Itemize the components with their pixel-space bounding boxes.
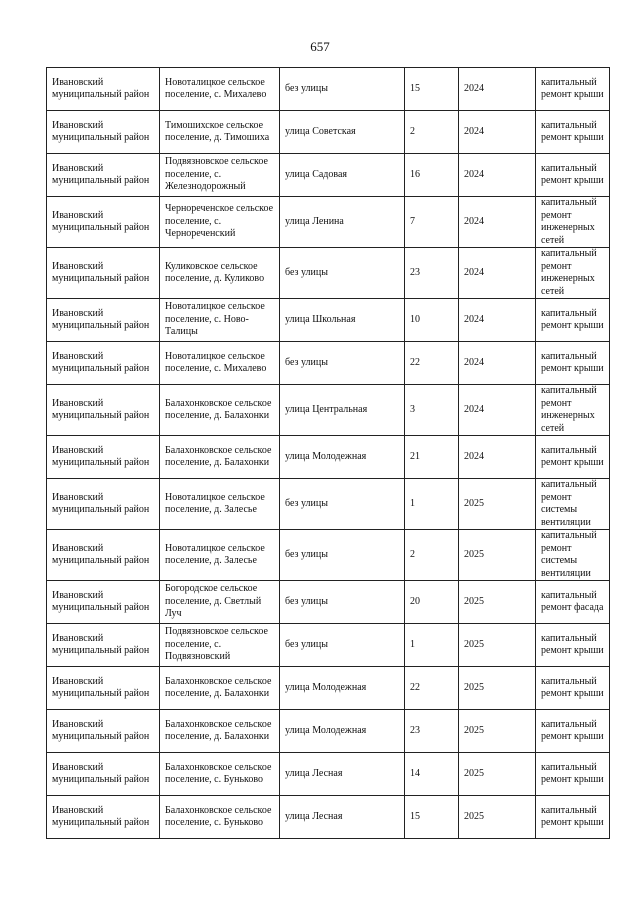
- table-row: [47, 624, 610, 667]
- settlement-cell: Новоталицкое сельское поселение, с. Ново-Талицы: [160, 299, 280, 342]
- settlement-cell: Новоталицкое сельское поселение, д. Залесье: [160, 530, 280, 581]
- work-type-cell: капитальный ремонт крыши: [536, 111, 610, 154]
- district-cell: Ивановский муниципальный район: [47, 111, 160, 154]
- settlement-cell: Балахонковское сельское поселение, с. Буньково: [160, 796, 280, 839]
- housing-repair-table: [46, 67, 610, 839]
- year-cell: 2025: [459, 581, 536, 624]
- district-cell: Ивановский муниципальный район: [47, 299, 160, 342]
- district-cell: Ивановский муниципальный район: [47, 530, 160, 581]
- house-number-cell: 22: [405, 342, 459, 385]
- house-number-cell: 16: [405, 154, 459, 197]
- year-cell: 2024: [459, 154, 536, 197]
- district-cell: Ивановский муниципальный район: [47, 624, 160, 667]
- street-cell: без улицы: [280, 581, 405, 624]
- settlement-cell: Богородское сельское поселение, д. Светлый Луч: [160, 581, 280, 624]
- settlement-cell: Тимошихское сельское поселение, д. Тимошиха: [160, 111, 280, 154]
- table-row: [47, 111, 610, 154]
- house-number-cell: 14: [405, 753, 459, 796]
- year-cell: 2024: [459, 68, 536, 111]
- year-cell: 2024: [459, 436, 536, 479]
- district-cell: Ивановский муниципальный район: [47, 248, 160, 299]
- settlement-cell: Балахонковское сельское поселение, с. Буньково: [160, 753, 280, 796]
- house-number-cell: 1: [405, 624, 459, 667]
- street-cell: улица Советская: [280, 111, 405, 154]
- house-number-cell: 2: [405, 530, 459, 581]
- street-cell: улица Молодежная: [280, 436, 405, 479]
- work-type-cell: капитальный ремонт крыши: [536, 68, 610, 111]
- house-number-cell: 23: [405, 248, 459, 299]
- work-type-cell: капитальный ремонт крыши: [536, 710, 610, 753]
- year-cell: 2024: [459, 111, 536, 154]
- district-cell: Ивановский муниципальный район: [47, 581, 160, 624]
- street-cell: улица Школьная: [280, 299, 405, 342]
- settlement-cell: Новоталицкое сельское поселение, с. Михалево: [160, 68, 280, 111]
- district-cell: Ивановский муниципальный район: [47, 436, 160, 479]
- table-row: [47, 479, 610, 530]
- work-type-cell: капитальный ремонт системы вентиляции: [536, 530, 610, 581]
- street-cell: улица Лесная: [280, 753, 405, 796]
- street-cell: без улицы: [280, 342, 405, 385]
- work-type-cell: капитальный ремонт крыши: [536, 299, 610, 342]
- street-cell: улица Молодежная: [280, 667, 405, 710]
- table-row: [47, 436, 610, 479]
- district-cell: Ивановский муниципальный район: [47, 753, 160, 796]
- district-cell: Ивановский муниципальный район: [47, 154, 160, 197]
- table-row: [47, 753, 610, 796]
- table-row: [47, 342, 610, 385]
- settlement-cell: Чернореченское сельское поселение, с. Чернореченский: [160, 197, 280, 248]
- table-row: [47, 385, 610, 436]
- house-number-cell: 22: [405, 667, 459, 710]
- street-cell: улица Ленина: [280, 197, 405, 248]
- work-type-cell: капитальный ремонт крыши: [536, 342, 610, 385]
- district-cell: Ивановский муниципальный район: [47, 68, 160, 111]
- year-cell: 2024: [459, 342, 536, 385]
- work-type-cell: капитальный ремонт инженерных сетей: [536, 197, 610, 248]
- table-row: [47, 248, 610, 299]
- work-type-cell: капитальный ремонт крыши: [536, 154, 610, 197]
- house-number-cell: 1: [405, 479, 459, 530]
- street-cell: улица Лесная: [280, 796, 405, 839]
- street-cell: без улицы: [280, 530, 405, 581]
- work-type-cell: капитальный ремонт крыши: [536, 436, 610, 479]
- work-type-cell: капитальный ремонт инженерных сетей: [536, 385, 610, 436]
- year-cell: 2025: [459, 624, 536, 667]
- district-cell: Ивановский муниципальный район: [47, 710, 160, 753]
- settlement-cell: Новоталицкое сельское поселение, д. Залесье: [160, 479, 280, 530]
- street-cell: без улицы: [280, 624, 405, 667]
- year-cell: 2024: [459, 248, 536, 299]
- house-number-cell: 15: [405, 68, 459, 111]
- year-cell: 2025: [459, 530, 536, 581]
- settlement-cell: Балахонковское сельское поселение, д. Балахонки: [160, 385, 280, 436]
- street-cell: улица Центральная: [280, 385, 405, 436]
- year-cell: 2025: [459, 667, 536, 710]
- year-cell: 2024: [459, 197, 536, 248]
- house-number-cell: 3: [405, 385, 459, 436]
- settlement-cell: Подвязновское сельское поселение, с. Подвязновский: [160, 624, 280, 667]
- street-cell: без улицы: [280, 68, 405, 111]
- house-number-cell: 10: [405, 299, 459, 342]
- table-row: [47, 154, 610, 197]
- street-cell: без улицы: [280, 248, 405, 299]
- settlement-cell: Куликовское сельское поселение, д. Куликово: [160, 248, 280, 299]
- work-type-cell: капитальный ремонт крыши: [536, 624, 610, 667]
- house-number-cell: 23: [405, 710, 459, 753]
- district-cell: Ивановский муниципальный район: [47, 385, 160, 436]
- page-number: 657: [310, 39, 330, 54]
- district-cell: Ивановский муниципальный район: [47, 342, 160, 385]
- district-cell: Ивановский муниципальный район: [47, 667, 160, 710]
- settlement-cell: Балахонковское сельское поселение, д. Балахонки: [160, 710, 280, 753]
- work-type-cell: капитальный ремонт крыши: [536, 667, 610, 710]
- year-cell: 2024: [459, 385, 536, 436]
- table-row: [47, 299, 610, 342]
- street-cell: улица Садовая: [280, 154, 405, 197]
- year-cell: 2024: [459, 299, 536, 342]
- settlement-cell: Балахонковское сельское поселение, д. Балахонки: [160, 667, 280, 710]
- table-row: [47, 710, 610, 753]
- work-type-cell: капитальный ремонт системы вентиляции: [536, 479, 610, 530]
- work-type-cell: капитальный ремонт крыши: [536, 753, 610, 796]
- table-row: [47, 581, 610, 624]
- house-number-cell: 7: [405, 197, 459, 248]
- district-cell: Ивановский муниципальный район: [47, 479, 160, 530]
- year-cell: 2025: [459, 479, 536, 530]
- work-type-cell: капитальный ремонт крыши: [536, 796, 610, 839]
- settlement-cell: Новоталицкое сельское поселение, с. Михалево: [160, 342, 280, 385]
- year-cell: 2025: [459, 796, 536, 839]
- table-row: [47, 68, 610, 111]
- settlement-cell: Подвязновское сельское поселение, с. Железнодорожный: [160, 154, 280, 197]
- table-row: [47, 197, 610, 248]
- house-number-cell: 2: [405, 111, 459, 154]
- year-cell: 2025: [459, 710, 536, 753]
- district-cell: Ивановский муниципальный район: [47, 796, 160, 839]
- table-row: [47, 530, 610, 581]
- table-row: [47, 796, 610, 839]
- house-number-cell: 15: [405, 796, 459, 839]
- settlement-cell: Балахонковское сельское поселение, д. Балахонки: [160, 436, 280, 479]
- table-row: [47, 667, 610, 710]
- work-type-cell: капитальный ремонт фасада: [536, 581, 610, 624]
- house-number-cell: 21: [405, 436, 459, 479]
- district-cell: Ивановский муниципальный район: [47, 197, 160, 248]
- street-cell: улица Молодежная: [280, 710, 405, 753]
- house-number-cell: 20: [405, 581, 459, 624]
- street-cell: без улицы: [280, 479, 405, 530]
- year-cell: 2025: [459, 753, 536, 796]
- work-type-cell: капитальный ремонт инженерных сетей: [536, 248, 610, 299]
